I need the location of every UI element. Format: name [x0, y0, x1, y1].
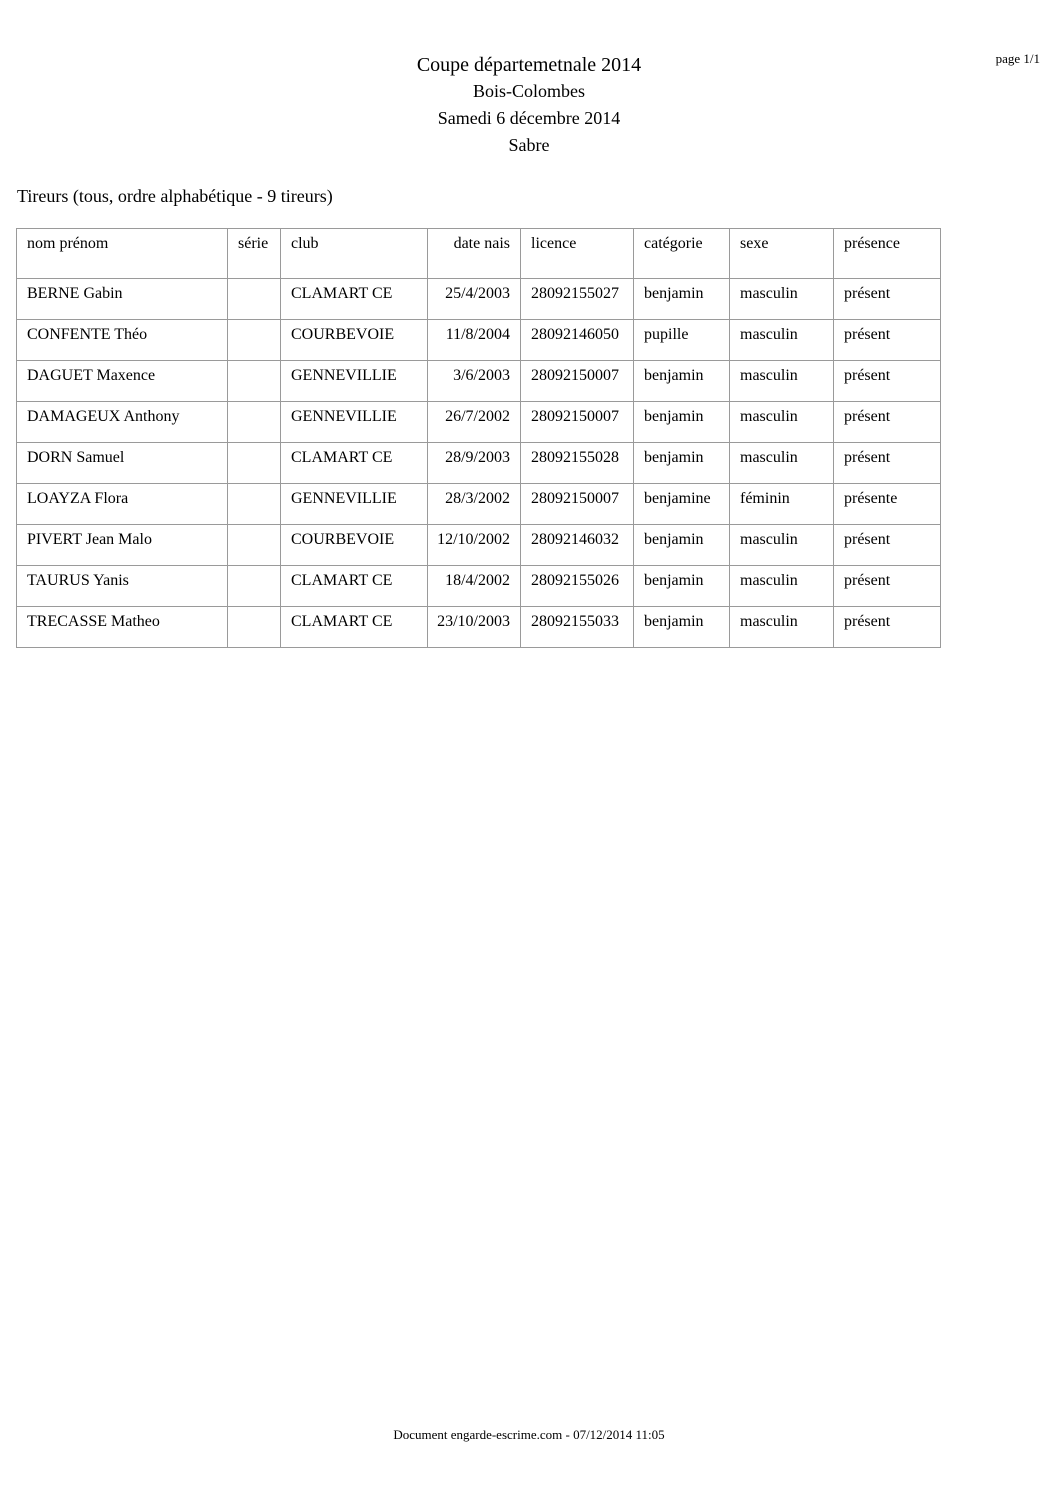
- cell-birthdate: 23/10/2003: [428, 607, 521, 648]
- column-header-sex: sexe: [730, 229, 834, 279]
- cell-serie: [228, 525, 281, 566]
- cell-serie: [228, 607, 281, 648]
- cell-birthdate: 12/10/2002: [428, 525, 521, 566]
- table-header-row: [17, 229, 941, 279]
- cell-name: DAMAGEUX Anthony: [17, 402, 228, 443]
- cell-birthdate: 28/3/2002: [428, 484, 521, 525]
- cell-licence: 28092155028: [521, 443, 634, 484]
- cell-category: benjamine: [634, 484, 730, 525]
- cell-licence: 28092150007: [521, 402, 634, 443]
- cell-sex: masculin: [730, 566, 834, 607]
- cell-licence: 28092146032: [521, 525, 634, 566]
- cell-birthdate: 26/7/2002: [428, 402, 521, 443]
- cell-serie: [228, 484, 281, 525]
- cell-name: PIVERT Jean Malo: [17, 525, 228, 566]
- column-header-birthdate: date nais: [428, 229, 521, 279]
- document-header: [0, 52, 1058, 159]
- competition-weapon: Sabre: [508, 135, 550, 155]
- cell-licence: 28092150007: [521, 484, 634, 525]
- cell-name: LOAYZA Flora: [17, 484, 228, 525]
- cell-sex: masculin: [730, 402, 834, 443]
- cell-club: CLAMART CE: [281, 607, 428, 648]
- cell-birthdate: 25/4/2003: [428, 279, 521, 320]
- cell-club: GENNEVILLIE: [281, 361, 428, 402]
- table-row: [17, 402, 941, 443]
- cell-category: benjamin: [634, 279, 730, 320]
- cell-serie: [228, 443, 281, 484]
- cell-birthdate: 18/4/2002: [428, 566, 521, 607]
- competition-location: Bois-Colombes: [472, 81, 585, 101]
- cell-name: CONFENTE Théo: [17, 320, 228, 361]
- page-number: page 1/1: [995, 51, 1040, 66]
- cell-presence: présent: [834, 361, 941, 402]
- cell-licence: 28092155033: [521, 607, 634, 648]
- column-header-category: catégorie: [634, 229, 730, 279]
- cell-sex: masculin: [730, 443, 834, 484]
- cell-birthdate: 28/9/2003: [428, 443, 521, 484]
- cell-category: benjamin: [634, 525, 730, 566]
- column-header-serie: série: [228, 229, 281, 279]
- cell-birthdate: 11/8/2004: [428, 320, 521, 361]
- cell-name: TAURUS Yanis: [17, 566, 228, 607]
- cell-category: benjamin: [634, 402, 730, 443]
- section-title: Tireurs (tous, ordre alphabétique - 9 tireurs): [17, 186, 333, 206]
- cell-birthdate: 3/6/2003: [428, 361, 521, 402]
- cell-club: COURBEVOIE: [281, 525, 428, 566]
- cell-licence: 28092150007: [521, 361, 634, 402]
- cell-name: BERNE Gabin: [17, 279, 228, 320]
- table-row: [17, 566, 941, 607]
- cell-club: GENNEVILLIE: [281, 402, 428, 443]
- table-row: [17, 484, 941, 525]
- cell-serie: [228, 320, 281, 361]
- cell-category: benjamin: [634, 361, 730, 402]
- table-body: [17, 279, 941, 648]
- column-header-licence: licence: [521, 229, 634, 279]
- cell-serie: [228, 402, 281, 443]
- cell-presence: présent: [834, 320, 941, 361]
- table-row: [17, 279, 941, 320]
- cell-presence: présent: [834, 566, 941, 607]
- cell-category: benjamin: [634, 607, 730, 648]
- cell-category: pupille: [634, 320, 730, 361]
- cell-serie: [228, 361, 281, 402]
- cell-sex: masculin: [730, 607, 834, 648]
- fencers-table: [16, 228, 941, 648]
- cell-serie: [228, 566, 281, 607]
- cell-presence: présent: [834, 279, 941, 320]
- competition-date: Samedi 6 décembre 2014: [437, 108, 621, 128]
- cell-club: CLAMART CE: [281, 279, 428, 320]
- cell-licence: 28092155027: [521, 279, 634, 320]
- competition-title: Coupe départemetnale 2014: [416, 54, 642, 76]
- table-row: [17, 525, 941, 566]
- cell-presence: présent: [834, 607, 941, 648]
- cell-sex: masculin: [730, 279, 834, 320]
- table-row: [17, 320, 941, 361]
- cell-serie: [228, 279, 281, 320]
- cell-category: benjamin: [634, 566, 730, 607]
- cell-presence: présent: [834, 443, 941, 484]
- column-header-presence: présence: [834, 229, 941, 279]
- cell-licence: 28092155026: [521, 566, 634, 607]
- cell-presence: présent: [834, 525, 941, 566]
- cell-sex: masculin: [730, 361, 834, 402]
- cell-club: GENNEVILLIE: [281, 484, 428, 525]
- document-footer: Document engarde-escrime.com - 07/12/2014 11:05: [393, 1427, 665, 1442]
- table-row: [17, 443, 941, 484]
- cell-licence: 28092146050: [521, 320, 634, 361]
- cell-club: CLAMART CE: [281, 443, 428, 484]
- column-header-club: club: [281, 229, 428, 279]
- cell-category: benjamin: [634, 443, 730, 484]
- cell-presence: présent: [834, 402, 941, 443]
- cell-sex: masculin: [730, 525, 834, 566]
- cell-club: CLAMART CE: [281, 566, 428, 607]
- table-row: [17, 361, 941, 402]
- cell-presence: présente: [834, 484, 941, 525]
- table-row: [17, 607, 941, 648]
- column-header-name: nom prénom: [17, 229, 228, 279]
- cell-sex: féminin: [730, 484, 834, 525]
- cell-name: DORN Samuel: [17, 443, 228, 484]
- cell-name: DAGUET Maxence: [17, 361, 228, 402]
- cell-sex: masculin: [730, 320, 834, 361]
- cell-club: COURBEVOIE: [281, 320, 428, 361]
- cell-name: TRECASSE Matheo: [17, 607, 228, 648]
